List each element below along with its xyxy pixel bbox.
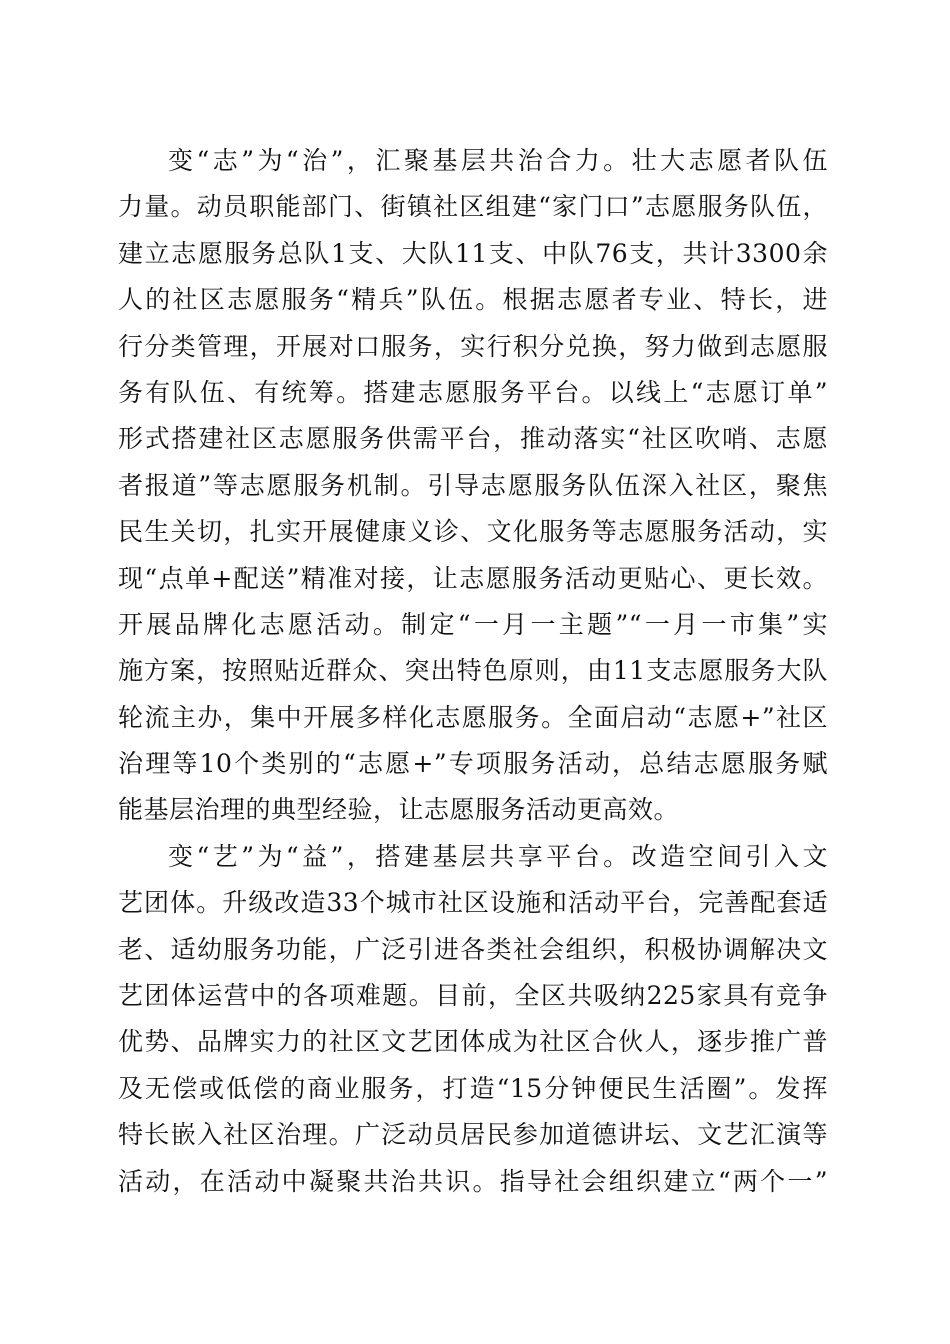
text-line: 现“点单+配送”精准对接，让志愿服务活动更贴心、更长效。 [118, 563, 828, 593]
text-line: 变“志”为“治”，汇聚基层共治合力。壮大志愿者队伍 [168, 146, 828, 175]
text-line: 力量。动员职能部门、街镇社区组建“家门口”志愿服务队伍， [118, 192, 828, 222]
text-line: 变“艺”为“益”，搭建基层共享平台。改造空间引入文 [168, 841, 828, 871]
text-line: 及无偿或低偿的商业服务，打造“15分钟便民生活圈”。发挥 [118, 1073, 828, 1103]
paragraph-arts [118, 834, 828, 1205]
text-line: 活动，在活动中凝聚共治共识。指导社会组织建立“两个一” [118, 1166, 828, 1196]
text-line: 艺团体运营中的各项难题。目前，全区共吸纳225家具有竞争 [118, 981, 828, 1011]
text-line: 建立志愿服务总队1支、大队11支、中队76支，共计3300余 [118, 238, 828, 268]
text-line: 行分类管理，开展对口服务，实行积分兑换，努力做到志愿服 [118, 331, 828, 361]
paragraph-volunteer [118, 138, 828, 834]
text-line: 人的社区志愿服务“精兵”队伍。根据志愿者专业、特长，进 [118, 285, 828, 315]
text-line: 优势、品牌实力的社区文艺团体成为社区合伙人，逐步推广普 [118, 1027, 828, 1057]
body-text [118, 138, 828, 1205]
text-line: 老、适幼服务功能，广泛引进各类社会组织，积极协调解决文 [118, 934, 828, 964]
text-line: 形式搭建社区志愿服务供需平台，推动落实“社区吹哨、志愿 [118, 424, 828, 454]
text-line: 务有队伍、有统筹。搭建志愿服务平台。以线上“志愿订单” [118, 377, 828, 407]
text-line: 者报道”等志愿服务机制。引导志愿服务队伍深入社区，聚焦 [118, 470, 828, 500]
text-line: 治理等10个类别的“志愿+”专项服务活动，总结志愿服务赋 [118, 749, 828, 779]
text-line: 能基层治理的典型经验，让志愿服务活动更高效。 [118, 795, 680, 825]
text-line: 施方案，按照贴近群众、突出特色原则，由11支志愿服务大队 [118, 656, 828, 686]
text-line: 开展品牌化志愿活动。制定“一月一主题”“一月一市集”实 [118, 609, 828, 639]
text-line: 民生关切，扎实开展健康义诊、文化服务等志愿服务活动，实 [118, 517, 828, 547]
text-line: 特长嵌入社区治理。广泛动员居民参加道德讲坛、文艺汇演等 [118, 1120, 828, 1150]
text-line: 艺团体。升级改造33个城市社区设施和活动平台，完善配套适 [118, 888, 828, 918]
text-line: 轮流主办，集中开展多样化志愿服务。全面启动“志愿+”社区 [118, 702, 828, 732]
